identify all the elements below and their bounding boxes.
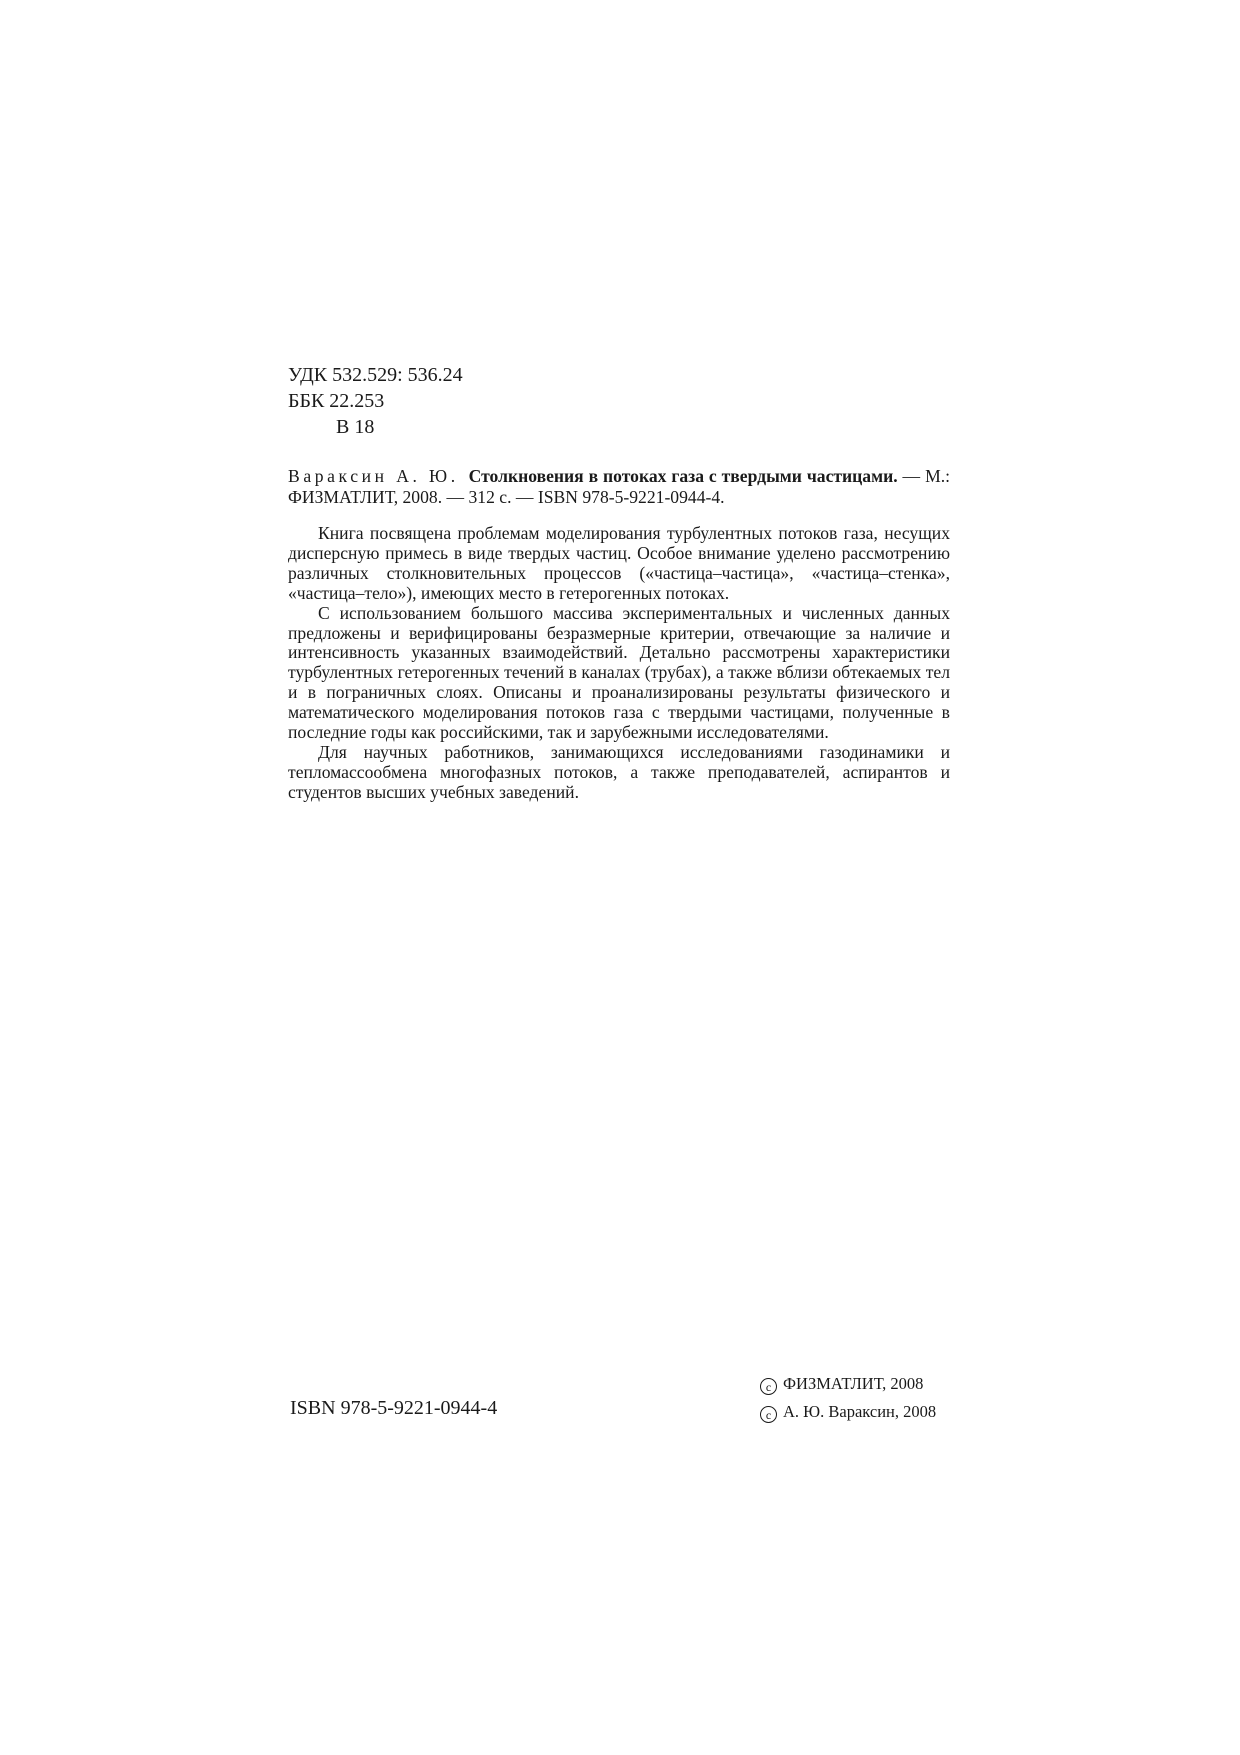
bbk-code: ББК 22.253 (288, 390, 385, 412)
author-mark: В 18 (336, 416, 375, 438)
copyright-line (760, 1398, 936, 1426)
abstract-paragraph: Для научных работников, занимающихся исследованиями газодинамики и тепломассообмена многофазных потоков, а также преподавателей, аспирантов и студентов высших учебных заведений. (288, 741, 950, 802)
udk-code: УДК 532.529: 536.24 (288, 364, 463, 386)
bib-title: Столкновения в потоках газа с твердыми частицами. (468, 466, 898, 486)
copyright-publisher: ФИЗМАТЛИТ, 2008 (783, 1374, 924, 1393)
copyright-author: А. Ю. Вараксин, 2008 (783, 1402, 937, 1421)
bib-author: Вараксин А. Ю. (288, 466, 459, 486)
bib-imprint: — М.: ФИЗМАТЛИТ, 2008. — 312 с. — ISBN 978-5-9221-0944-4. (288, 466, 951, 507)
classification-block (288, 362, 463, 440)
abstract-paragraph: Книга посвящена проблемам моделирования турбулентных потоков газа, несущих дисперсную примесь в виде твердых частиц. Особое внимание уделено рассмотрению различных столкновительных процессов («частица–частица», «частица–стенка», «частица–тело»), имеющих место в гетерогенных потоках. (288, 523, 950, 603)
copyright-block (760, 1370, 936, 1426)
abstract-paragraph: С использованием большого массива экспериментальных и численных данных предложены и верифицированы безразмерные критерии, отвечающие за наличие и интенсивность указанных взаимодействий. Детально рассмотрены характеристики турбулентных гетерогенных течений в каналах (трубах), а также вблизи обтекаемых тел и в пограничных слоях. Описаны и проанализированы результаты физического и математического моделирования потоков газа с твердыми частицами, полученные в последние годы как российскими, так и зарубежными исследователями. (288, 602, 950, 743)
copyright-icon: c (760, 1406, 777, 1423)
copyright-line (760, 1370, 936, 1398)
copyright-icon: c (760, 1378, 777, 1395)
isbn: ISBN 978-5-9221-0944-4 (290, 1397, 498, 1419)
abstract (288, 524, 950, 803)
bibliographic-record (288, 466, 950, 508)
